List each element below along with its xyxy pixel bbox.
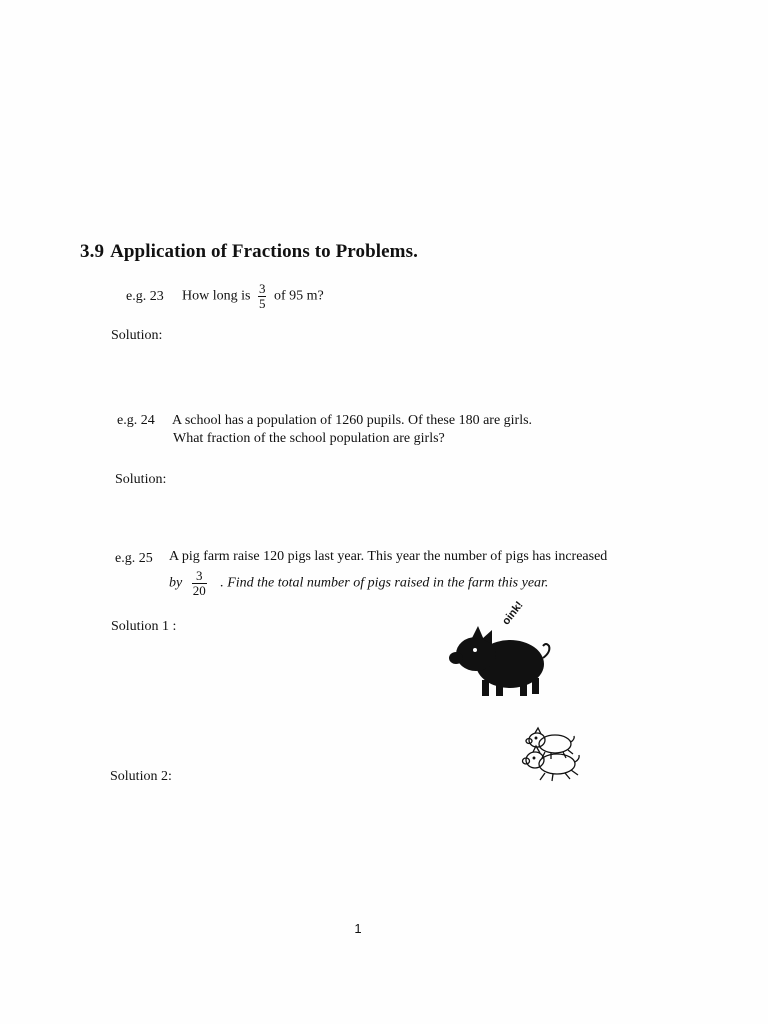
- section-title: Application of Fractions to Problems.: [110, 241, 418, 262]
- example-23-text-before: How long is: [182, 288, 251, 304]
- example-23-solution-label: Solution:: [111, 328, 163, 343]
- example-25-denominator: 20: [192, 583, 206, 598]
- example-24-solution-label: Solution:: [115, 472, 167, 487]
- section-number: 3.9: [80, 241, 105, 262]
- section-heading: [80, 241, 418, 263]
- pig-sound-text: oink!: [500, 599, 526, 628]
- example-24-label: e.g. 24: [117, 413, 155, 428]
- two-running-pigs-icon: [505, 726, 590, 784]
- black-pig-icon: [448, 620, 558, 700]
- example-25-line2: . Find the total number of pigs raised in the farm this year.: [220, 575, 549, 591]
- example-25-by: by: [169, 575, 183, 591]
- page-number: 1: [354, 921, 362, 936]
- example-24-line2: What fraction of the school population are girls?: [173, 431, 445, 446]
- example-23-fraction: [258, 282, 267, 311]
- example-23-numerator: 3: [258, 281, 266, 296]
- example-23-text-after: of 95 m?: [273, 288, 324, 304]
- example-25-label: e.g. 25: [115, 551, 153, 566]
- example-24-line1: A school has a population of 1260 pupils. Of these 180 are girls.: [172, 413, 533, 428]
- example-25-line2-group: [169, 569, 548, 598]
- example-23-label: e.g. 23: [126, 289, 164, 304]
- example-23-question: [182, 282, 324, 311]
- example-25-line1: A pig farm raise 120 pigs last year. This year the number of pigs has increased: [169, 549, 608, 564]
- example-25-numerator: 3: [195, 568, 203, 583]
- example-23-denominator: 5: [258, 296, 266, 311]
- example-25-fraction: [192, 569, 207, 598]
- example-25-solution1-label: Solution 1 :: [111, 619, 177, 634]
- example-25-solution2-label: Solution 2:: [110, 769, 172, 784]
